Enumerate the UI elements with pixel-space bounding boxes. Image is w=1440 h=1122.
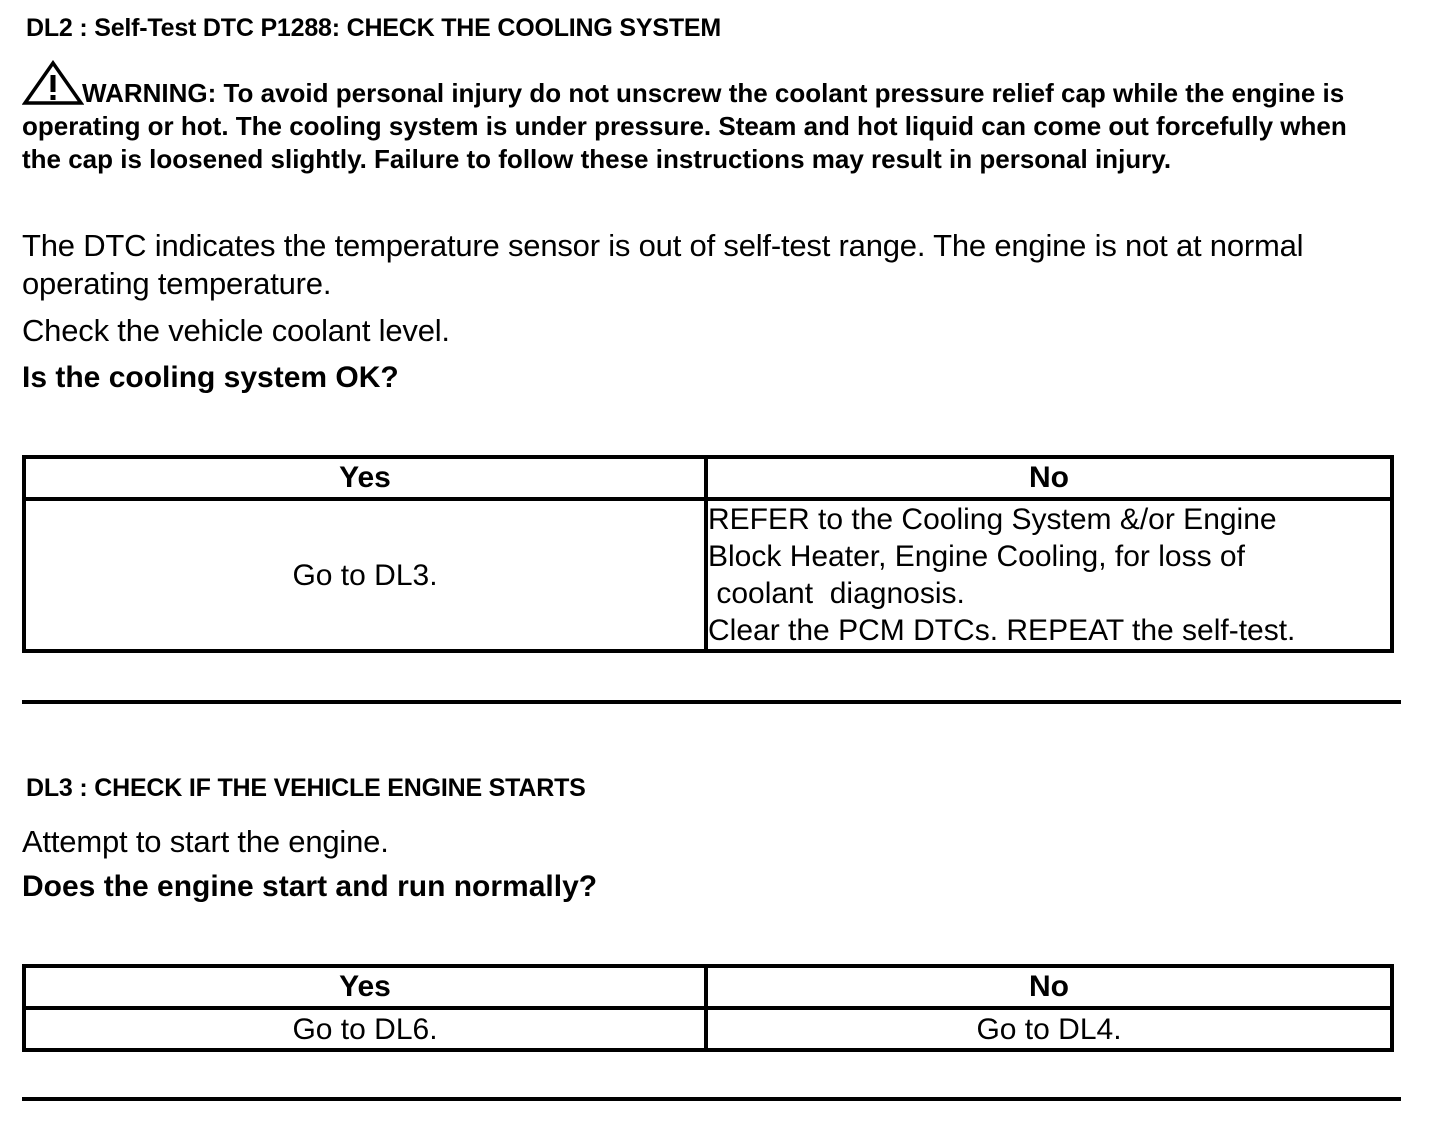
dl3-decision-table — [22, 964, 1394, 1052]
dl2-no-action-line: Block Heater, Engine Cooling, for loss of — [708, 540, 1245, 573]
dl2-no-action-line: Clear the PCM DTCs. REPEAT the self-test. — [708, 614, 1296, 647]
dl2-decision-table — [22, 455, 1394, 653]
section-divider — [22, 1097, 1401, 1101]
dl3-yes-action: Go to DL6. — [24, 1008, 706, 1050]
dl2-no-action-line: REFER to the Cooling System &/or Engine — [708, 503, 1277, 536]
dl2-no-action-line: coolant diagnosis. — [708, 577, 965, 610]
warning-text: : To avoid personal injury do not unscrew the coolant pressure relief cap while the engine is operating or hot. The cooling system is under pressure. Steam and hot liquid can come out forcefully when the cap is loosened slightly. Failure to follow these instructions may result in personal injury. — [22, 78, 1347, 174]
dl3-no-header: No — [706, 966, 1392, 1008]
dl2-warning — [22, 60, 1392, 176]
dl3-yes-header: Yes — [24, 966, 706, 1008]
dl3-paragraph-1: Attempt to start the engine. — [22, 824, 389, 859]
dl2-no-action — [706, 499, 1392, 651]
dl3-step-title: DL3 : CHECK IF THE VEHICLE ENGINE STARTS — [26, 774, 586, 802]
dl2-paragraph-2: Check the vehicle coolant level. — [22, 313, 450, 348]
dl3-no-action: Go to DL4. — [706, 1008, 1392, 1050]
dl2-yes-action: Go to DL3. — [24, 499, 706, 651]
dl2-step-title: DL2 : Self-Test DTC P1288: CHECK THE COOLING SYSTEM — [26, 14, 721, 42]
warning-triangle-icon — [22, 60, 84, 106]
dl3-question: Does the engine start and run normally? — [22, 870, 598, 903]
dl2-yes-header: Yes — [24, 457, 706, 499]
warning-label: WARNING — [82, 78, 208, 108]
dl2-no-header: No — [706, 457, 1392, 499]
dl2-paragraph-1: The DTC indicates the temperature sensor is out of self-test range. The engine is not at normal operating temperature. — [22, 228, 1304, 301]
dl2-question: Is the cooling system OK? — [22, 361, 399, 394]
section-divider — [22, 700, 1401, 704]
